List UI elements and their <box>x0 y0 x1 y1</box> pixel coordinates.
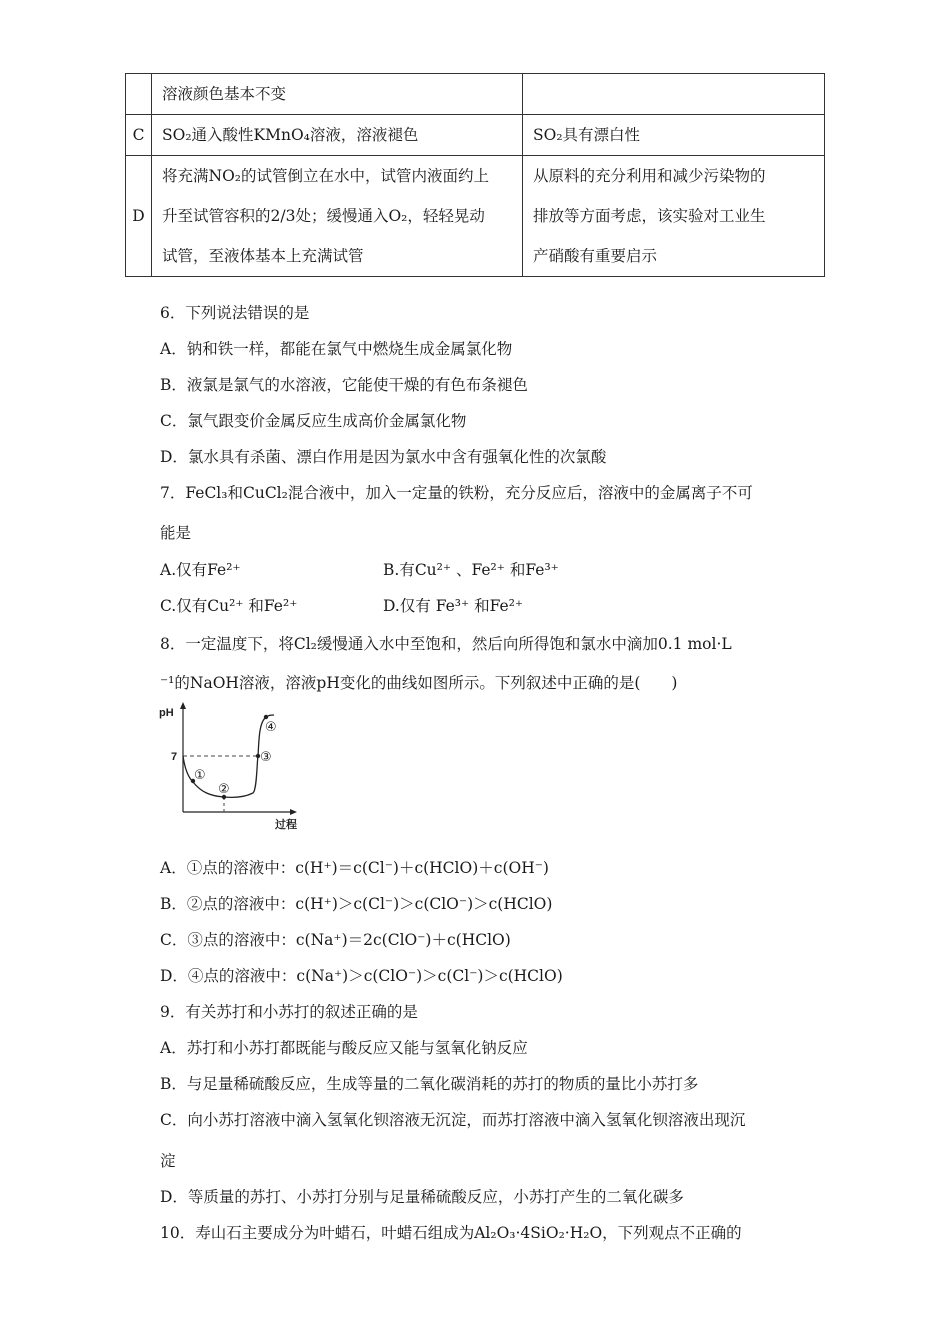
row-letter: C <box>126 115 152 156</box>
table-row <box>126 74 825 115</box>
q8-option-c: C．③点的溶液中：c(Na⁺)＝2c(ClO⁻)＋c(HClO) <box>160 931 511 949</box>
table-row <box>126 156 825 277</box>
y-axis-arrow <box>180 702 186 709</box>
q8-stem-line1: 8．一定温度下，将Cl₂缓慢通入水中至饱和，然后向所得饱和氯水中滴加0.1 mol·L <box>160 635 732 653</box>
table-row <box>126 115 825 156</box>
q8-option-b: B．②点的溶液中：c(H⁺)＞c(Cl⁻)＞c(ClO⁻)＞c(HClO) <box>160 895 553 913</box>
q9-option-c-line2: 淀 <box>160 1152 176 1170</box>
q10-stem: 10．寿山石主要成分为叶蜡石，叶蜡石组成为Al₂O₃·4SiO₂·H₂O，下列观点不正确的 <box>160 1224 742 1242</box>
q7-option-b: B.有Cu²⁺ 、Fe²⁺ 和Fe³⁺ <box>383 561 559 579</box>
q8-stem-line2: ⁻¹的NaOH溶液，溶液pH变化的曲线如图所示。下列叙述中正确的是( ) <box>160 674 678 692</box>
row-description: SO₂通入酸性KMnO₄溶液，溶液褪色 <box>152 115 523 156</box>
row-description: 溶液颜色基本不变 <box>152 74 523 115</box>
row-conclusion: SO₂具有漂白性 <box>523 115 825 156</box>
q7-option-a: A.仅有Fe²⁺ <box>160 561 241 579</box>
q6-option-b: B．液氯是氯气的水溶液，它能使干燥的有色布条褪色 <box>160 376 528 394</box>
q7-stem-line2: 能是 <box>160 524 192 542</box>
row-letter: D <box>126 156 152 277</box>
row-description <box>152 156 523 277</box>
q7-option-d: D.仅有 Fe³⁺ 和Fe²⁺ <box>383 597 524 615</box>
row-conclusion <box>523 156 825 277</box>
q8-option-d: D．④点的溶液中：c(Na⁺)＞c(ClO⁻)＞c(Cl⁻)＞c(HClO) <box>160 967 563 985</box>
ph-curve-figure <box>155 700 315 835</box>
q6-option-c: C．氯气跟变价金属反应生成高价金属氯化物 <box>160 412 467 430</box>
point-4 <box>264 715 268 719</box>
q9-option-a: A．苏打和小苏打都既能与酸反应又能与氢氧化钠反应 <box>160 1039 528 1057</box>
desc-line: 将充满NO₂的试管倒立在水中，试管内液面约上 <box>162 167 489 185</box>
q9-option-c-line1: C．向小苏打溶液中滴入氢氧化钡溶液无沉淀，而苏打溶液中滴入氢氧化钡溶液出现沉 <box>160 1111 746 1129</box>
experiment-table <box>125 73 825 277</box>
row-letter <box>126 74 152 115</box>
desc-line: 试管，至液体基本上充满试管 <box>162 247 364 265</box>
conclusion-line: 产硝酸有重要启示 <box>533 247 658 265</box>
q6-option-a: A．钠和铁一样，都能在氯气中燃烧生成金属氯化物 <box>160 340 513 358</box>
y-axis-label: pH <box>159 707 174 719</box>
x-axis-arrow <box>290 809 297 815</box>
point-3-label: ③ <box>260 750 272 765</box>
q9-option-b: B．与足量稀硫酸反应，生成等量的二氧化碳消耗的苏打的物质的量比小苏打多 <box>160 1075 699 1093</box>
point-2-label: ② <box>218 782 230 797</box>
q9-stem: 9．有关苏打和小苏打的叙述正确的是 <box>160 1003 418 1021</box>
y-tick-label: 7 <box>171 751 178 763</box>
conclusion-line: 从原料的充分利用和减少污染物的 <box>533 167 766 185</box>
point-1-label: ① <box>194 768 206 783</box>
q7-option-c: C.仅有Cu²⁺ 和Fe²⁺ <box>160 597 298 615</box>
desc-line: 升至试管容积的2/3处；缓慢通入O₂，轻轻晃动 <box>162 207 485 225</box>
q6-stem: 6．下列说法错误的是 <box>160 304 310 322</box>
conclusion-line: 排放等方面考虑，该实验对工业生 <box>533 207 766 225</box>
row-conclusion <box>523 74 825 115</box>
q9-option-d: D．等质量的苏打、小苏打分别与足量稀硫酸反应，小苏打产生的二氧化碳多 <box>160 1188 684 1206</box>
q6-option-d: D．氯水具有杀菌、漂白作用是因为氯水中含有强氧化性的次氯酸 <box>160 448 607 466</box>
x-axis-label: 过程 <box>275 819 297 831</box>
q8-option-a: A．①点的溶液中：c(H⁺)＝c(Cl⁻)＋c(HClO)＋c(OH⁻) <box>160 859 549 877</box>
q7-stem-line1: 7．FeCl₃和CuCl₂混合液中，加入一定量的铁粉，充分反应后，溶液中的金属离子不可 <box>160 484 753 502</box>
point-4-label: ④ <box>265 720 277 735</box>
